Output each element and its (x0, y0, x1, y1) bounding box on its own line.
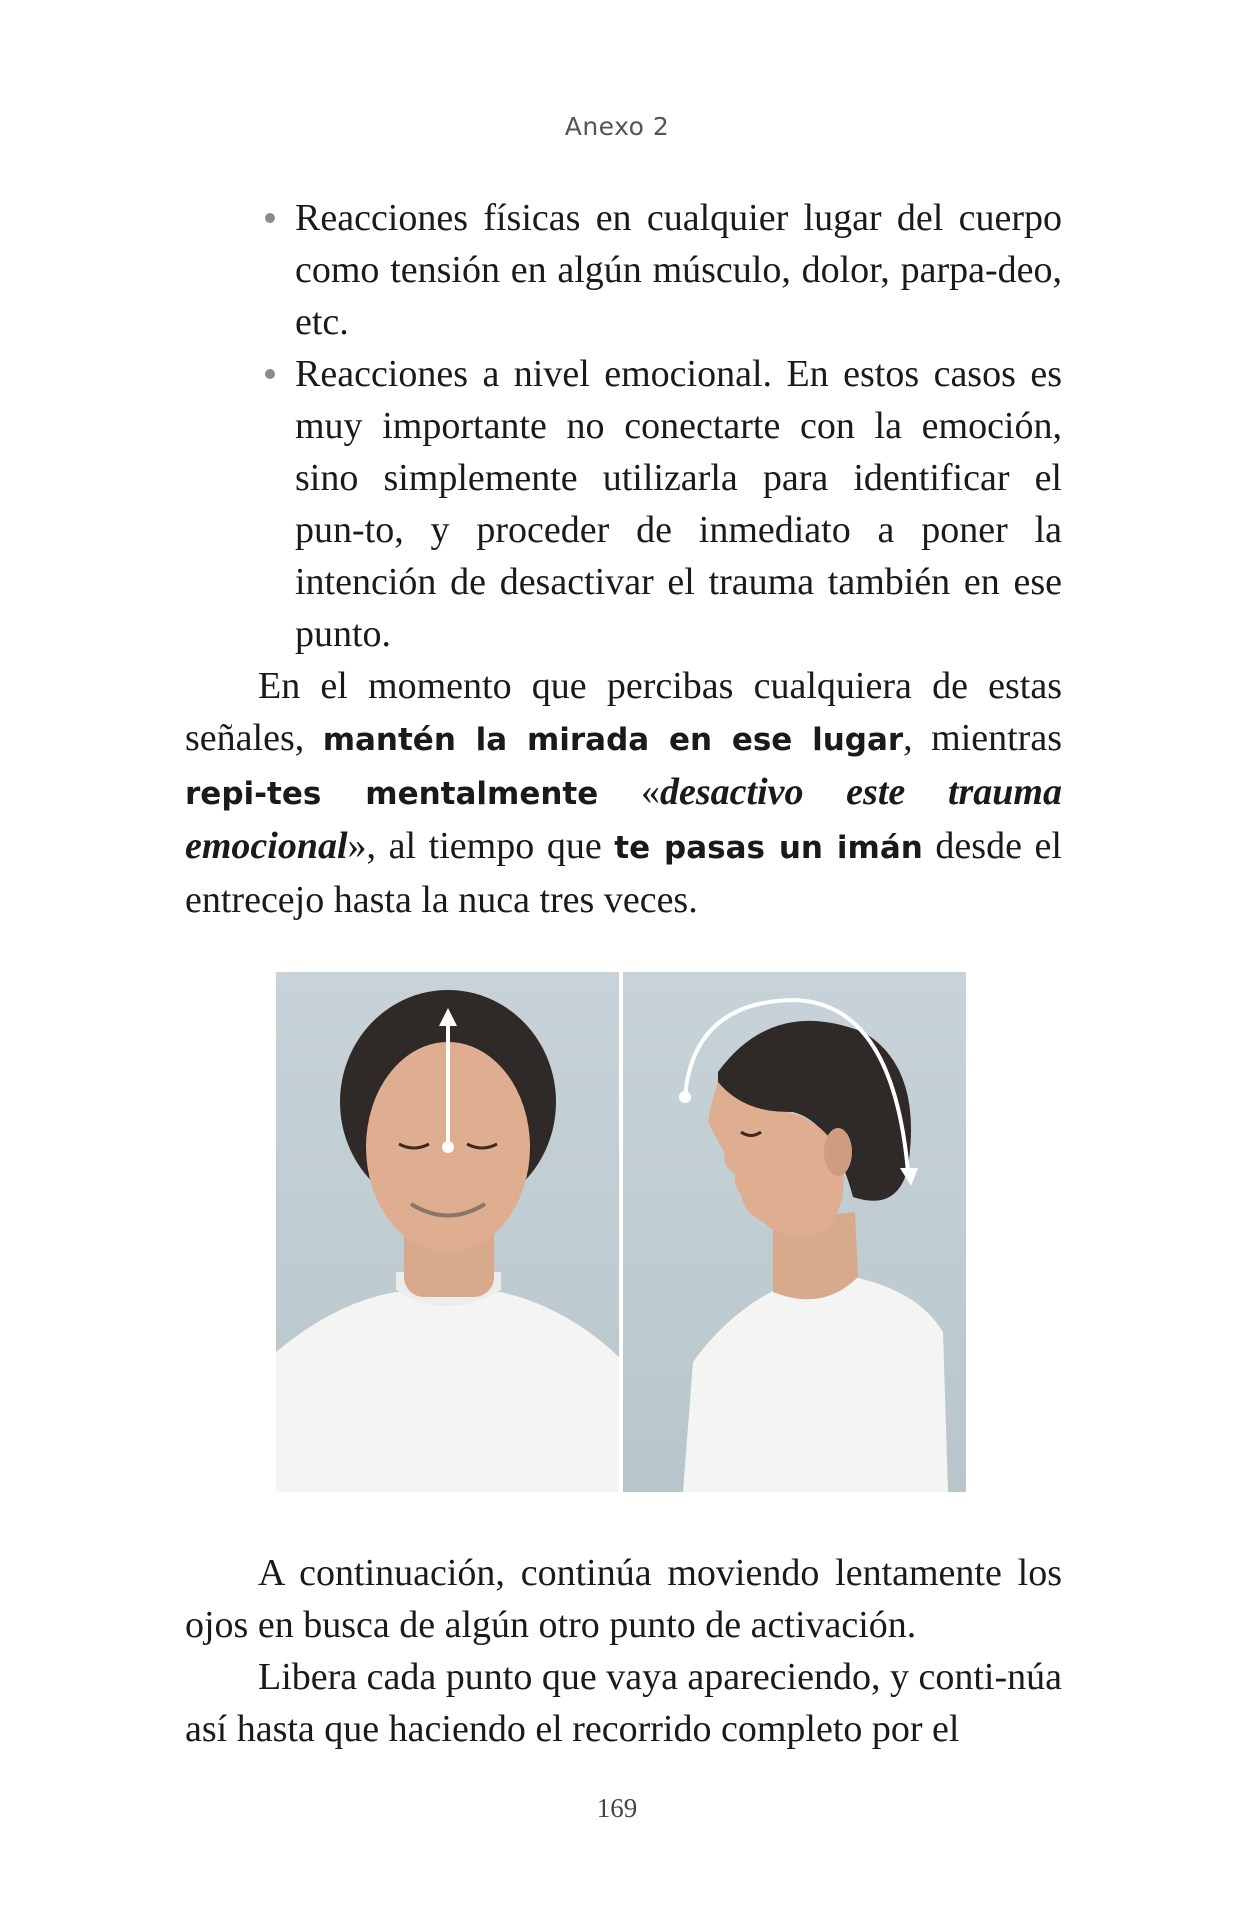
page-number: 169 (596, 1793, 638, 1823)
bullet-list (185, 192, 1062, 660)
paragraph: Libera cada punto que vaya apareciendo, y conti-núa así hasta que haciendo el recorrido completo por el (185, 1656, 1062, 1750)
photo-front (276, 972, 619, 1492)
text-run: En el momento que percibas cualquiera de estas señales, (185, 665, 1062, 759)
text-run: », al tiempo que (347, 825, 615, 867)
bold-text: mantén la mirada en ese lugar (322, 722, 904, 758)
italic-bold-text: desactivo este trauma emocional (185, 771, 1062, 867)
bullet-item: Reacciones a nivel emocional. En estos casos es muy importante no conectarte con la emoción, sino simplemente utilizarla para identificar el pun-to, y proceder de inmediato a poner la intención de desactivar el trauma también en ese punto. (185, 348, 1062, 660)
text-run: desde el entrecejo hasta la nuca tres veces. (185, 825, 1062, 921)
text-run: , mientras (903, 717, 1062, 759)
paragraph: A continuación, continúa moviendo lentamente los ojos en busca de algún otro punto de activación. (185, 1552, 1062, 1646)
photo-front-drawing (276, 972, 619, 1492)
running-head: Anexo 2 (564, 112, 670, 141)
bold-text: te pasas un imán (614, 830, 923, 866)
bold-text: repi-tes mentalmente (185, 776, 599, 812)
paragraph (185, 660, 1062, 926)
bullet-item: Reacciones físicas en cualquier lugar del cuerpo como tensión en algún músculo, dolor, parpa-deo, etc. (185, 192, 1062, 348)
photo-side-drawing (623, 972, 966, 1492)
figure (276, 972, 966, 1492)
photo-side (623, 972, 966, 1492)
text-run: « (598, 771, 660, 813)
